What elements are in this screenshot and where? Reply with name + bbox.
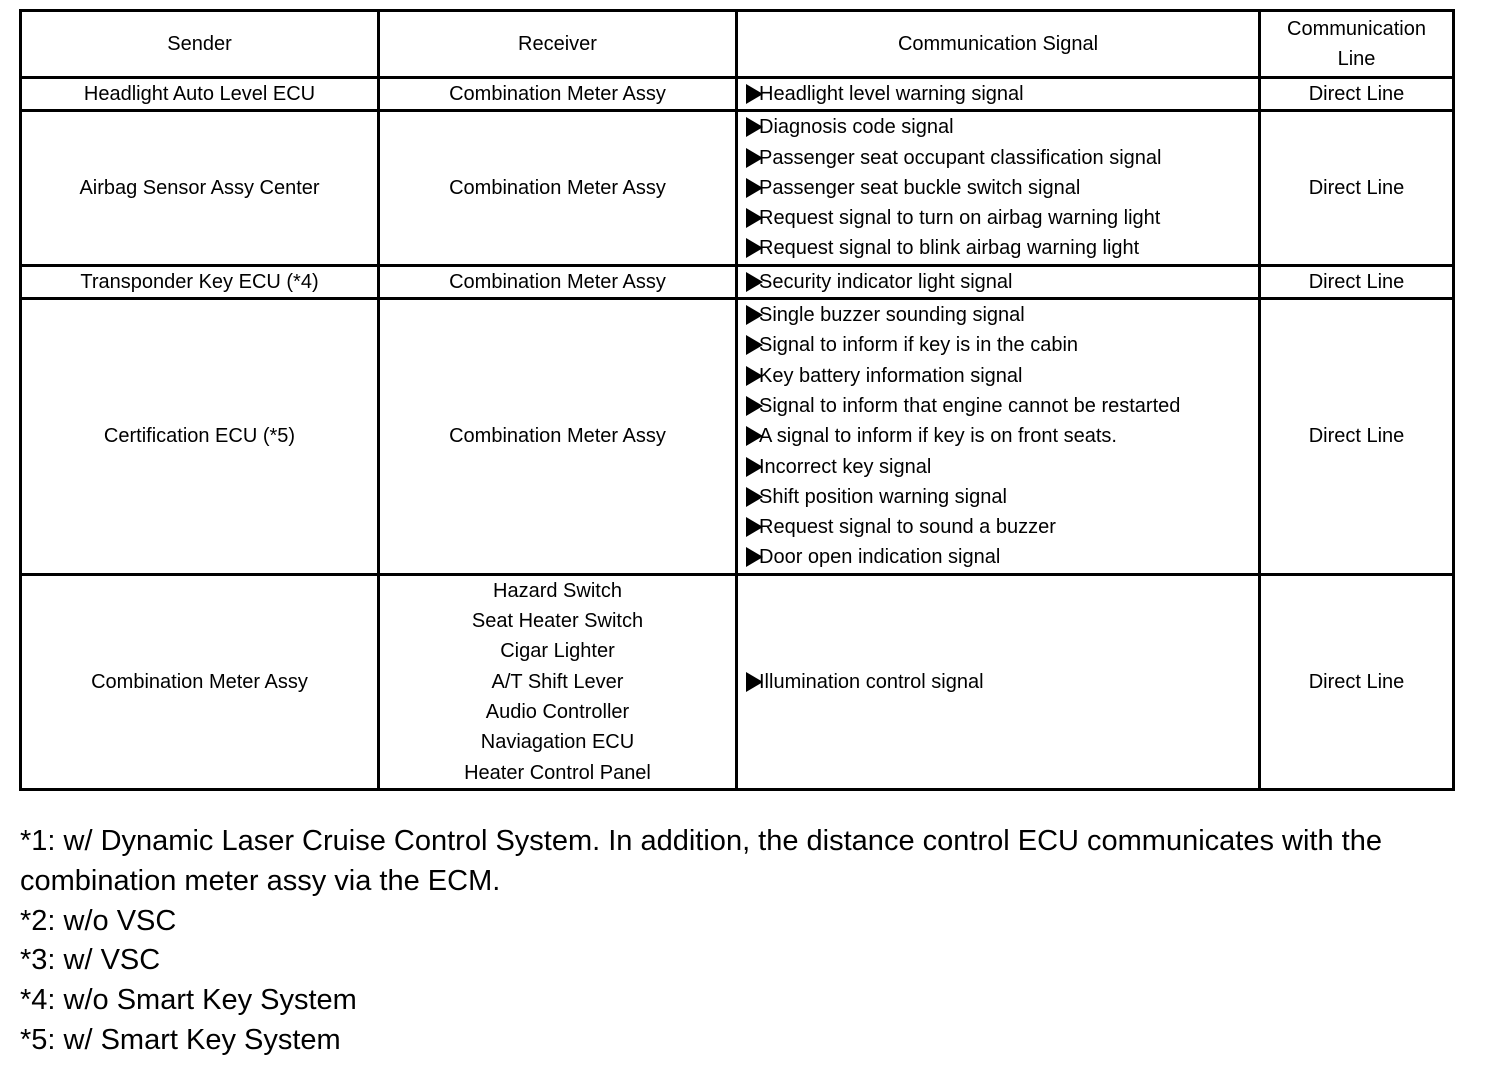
signal-text: Request signal to sound a buzzer [759, 516, 1056, 539]
signal-cell [737, 574, 1260, 789]
sender-cell: Combination Meter Assy [21, 574, 379, 789]
header-line [1260, 11, 1454, 78]
footnote: *5: w/ Smart Key System [20, 1023, 341, 1056]
signal-text: Incorrect key signal [759, 455, 932, 478]
sender-cell: Airbag Sensor Assy Center [21, 111, 379, 265]
receiver-item: Combination Meter Assy [449, 83, 666, 105]
receiver-cell [379, 574, 737, 789]
signal-item [746, 79, 1258, 109]
communication-table [19, 9, 1455, 791]
sender-cell: Headlight Auto Level ECU [21, 78, 379, 111]
receiver-cell [379, 299, 737, 575]
signal-text: Headlight level warning signal [759, 83, 1024, 105]
signal-text: Signal to inform if key is in the cabin [759, 334, 1079, 357]
signal-item [746, 112, 1258, 142]
signal-item [746, 667, 1258, 697]
signal-item [746, 452, 1258, 482]
table-header-row [21, 11, 1454, 78]
line-cell: Direct Line [1260, 299, 1454, 575]
header-signal: Communication Signal [737, 11, 1260, 78]
receiver-cell [379, 265, 737, 298]
signal-item [746, 361, 1258, 391]
line-cell: Direct Line [1260, 78, 1454, 111]
sender-cell: Certification ECU (*5) [21, 299, 379, 575]
signal-item [746, 173, 1258, 203]
footnotes [20, 822, 1480, 1061]
signal-cell [737, 111, 1260, 265]
table-row [21, 78, 1454, 111]
table-row [21, 574, 1454, 789]
footnote: *4: w/o Smart Key System [20, 984, 357, 1017]
signal-item [746, 267, 1258, 297]
receiver-cell [379, 78, 737, 111]
signal-item [746, 143, 1258, 173]
table-row [21, 299, 1454, 575]
receiver-item: A/T Shift Lever [491, 670, 624, 693]
signal-text: Illumination control signal [759, 670, 984, 693]
header-receiver: Receiver [379, 11, 737, 78]
receiver-item: Combination Meter Assy [449, 425, 666, 448]
receiver-item: Seat Heater Switch [471, 610, 644, 633]
header-line-part-1: Communication [1287, 18, 1426, 40]
signal-item [746, 203, 1258, 233]
signal-item [746, 300, 1258, 330]
receiver-item: Cigar Lighter [500, 640, 615, 663]
receiver-item: Naviagation ECU [480, 731, 635, 754]
footnote: *3: w/ VSC [20, 944, 161, 977]
signal-text: Signal to inform that engine cannot be restarted [759, 394, 1181, 417]
signal-text: Passenger seat occupant classification signal [759, 146, 1162, 169]
signal-text: Passenger seat buckle switch signal [759, 176, 1081, 199]
signal-text: Door open indication signal [759, 546, 1001, 569]
line-cell: Direct Line [1260, 574, 1454, 789]
signal-item [746, 330, 1258, 360]
signal-text: Request signal to turn on airbag warning light [759, 207, 1161, 230]
line-cell: Direct Line [1260, 111, 1454, 265]
signal-item [746, 421, 1258, 451]
signal-text: Shift position warning signal [759, 485, 1007, 508]
table-body [21, 78, 1454, 790]
signal-item [746, 391, 1258, 421]
signal-text: Diagnosis code signal [759, 116, 954, 139]
footnote: combination meter assy via the ECM. [20, 864, 501, 897]
signal-text: Key battery information signal [759, 364, 1023, 387]
signal-cell [737, 265, 1260, 298]
signal-item [746, 542, 1258, 572]
receiver-item: Combination Meter Assy [449, 270, 666, 293]
receiver-cell [379, 111, 737, 265]
line-cell: Direct Line [1260, 265, 1454, 298]
sender-cell: Transponder Key ECU (*4) [21, 265, 379, 298]
signal-cell [737, 299, 1260, 575]
signal-text: A signal to inform if key is on front seats. [759, 425, 1117, 448]
signal-item [746, 233, 1258, 263]
signal-text: Single buzzer sounding signal [759, 304, 1025, 327]
signal-text: Request signal to blink airbag warning light [759, 237, 1140, 260]
receiver-item: Heater Control Panel [464, 761, 651, 784]
receiver-item: Hazard Switch [493, 579, 622, 602]
signal-cell [737, 78, 1260, 111]
receiver-item: Combination Meter Assy [449, 176, 666, 199]
table-row [21, 111, 1454, 265]
signal-text: Security indicator light signal [759, 270, 1013, 293]
signal-item [746, 512, 1258, 542]
footnote: *2: w/o VSC [20, 904, 177, 937]
header-sender: Sender [21, 11, 379, 78]
table-row [21, 265, 1454, 298]
signal-item [746, 482, 1258, 512]
header-line-part-2: Line [1337, 48, 1376, 70]
receiver-item: Audio Controller [485, 700, 630, 723]
footnote: *1: w/ Dynamic Laser Cruise Control System. In addition, the distance control ECU communicates with the [20, 825, 1382, 857]
